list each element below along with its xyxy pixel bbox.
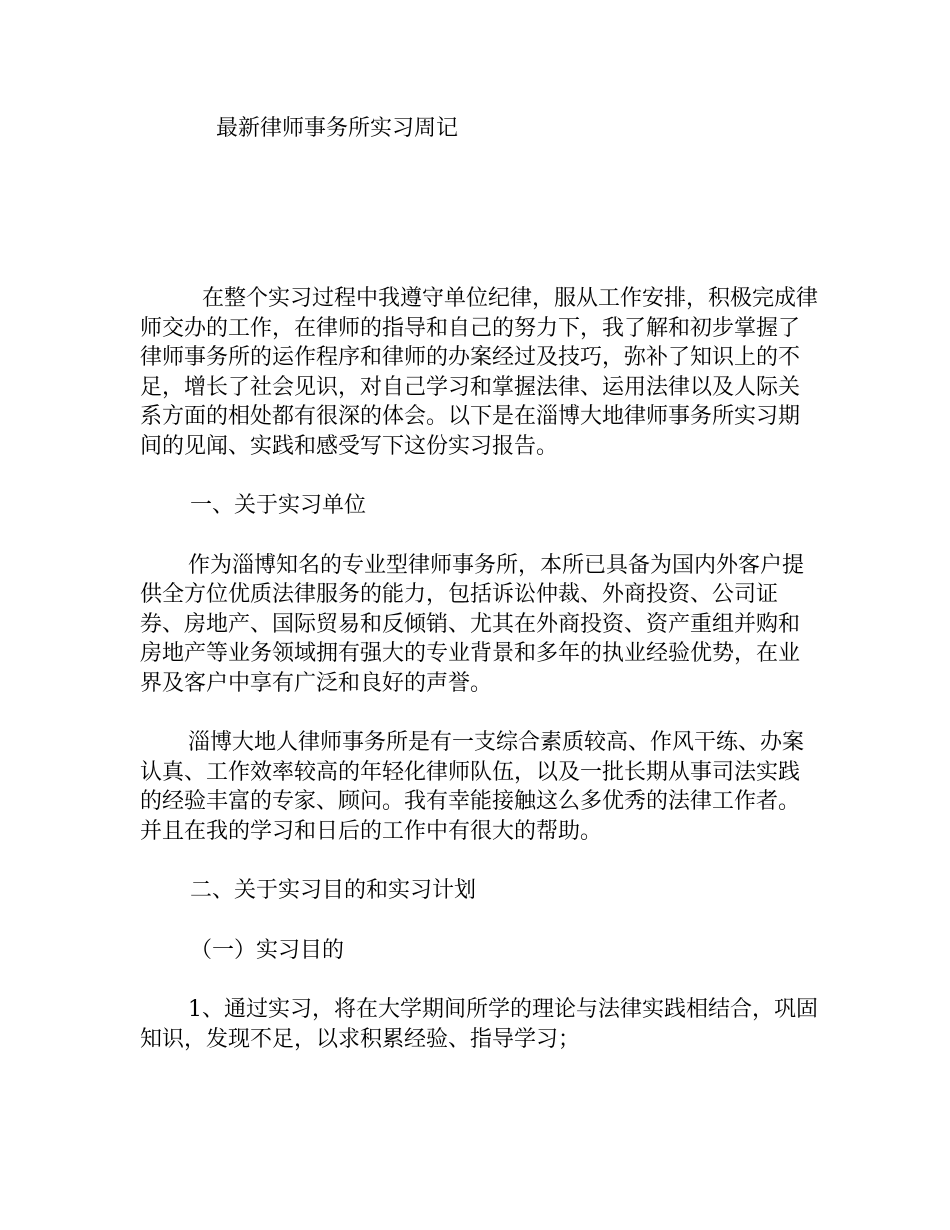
subsection-heading-1: （一）实习目的: [190, 937, 345, 963]
paragraph-firm-overview: 作为淄博知名的专业型律师事务所，本所已具备为国内外客户提供全方位优质法律服务的能力，包括诉讼仲裁、外商投资、公司证券、房地产、国际贸易和反倾销、尤其在外商投资、资产重组并购和房地产等业务领域拥有强大的专业背景和多年的执业经验优势，在业界及客户中享有广泛和良好的声誉。: [140, 552, 805, 696]
section-heading-1: 一、关于实习单位: [190, 493, 367, 518]
paragraph-intro: 在整个实习过程中我遵守单位纪律，服从工作安排，积极完成律师交办的工作，在律师的指导和自己的努力下，我了解和初步掌握了律师事务所的运作程序和律师的办案经过及技巧，弥补了知识上的不足，增长了社会见识，对自己学习和掌握法律、运用法律以及人际关系方面的相处都有很深的体会。以下是在淄博大地律师事务所实习期间的见闻、实践和感受写下这份实习报告。: [140, 286, 819, 459]
document-body: [140, 284, 820, 1084]
section-heading-2: 二、关于实习目的和实习计划: [190, 878, 477, 903]
paragraph-purpose-1: 1、通过实习，将在大学期间所学的理论与法律实践相结合，巩固知识，发现不足，以求积累经验、指导学习；: [140, 997, 818, 1052]
document-title: 最新律师事务所实习周记: [216, 116, 459, 141]
paragraph-firm-team: 淄博大地人律师事务所是有一支综合素质较高、作风干练、办案认真、工作效率较高的年轻化律师队伍，以及一批长期从事司法实践的经验丰富的专家、顾问。我有幸能接触这么多优秀的法律工作者。并且在我的学习和日后的工作中有很大的帮助。: [140, 730, 805, 844]
